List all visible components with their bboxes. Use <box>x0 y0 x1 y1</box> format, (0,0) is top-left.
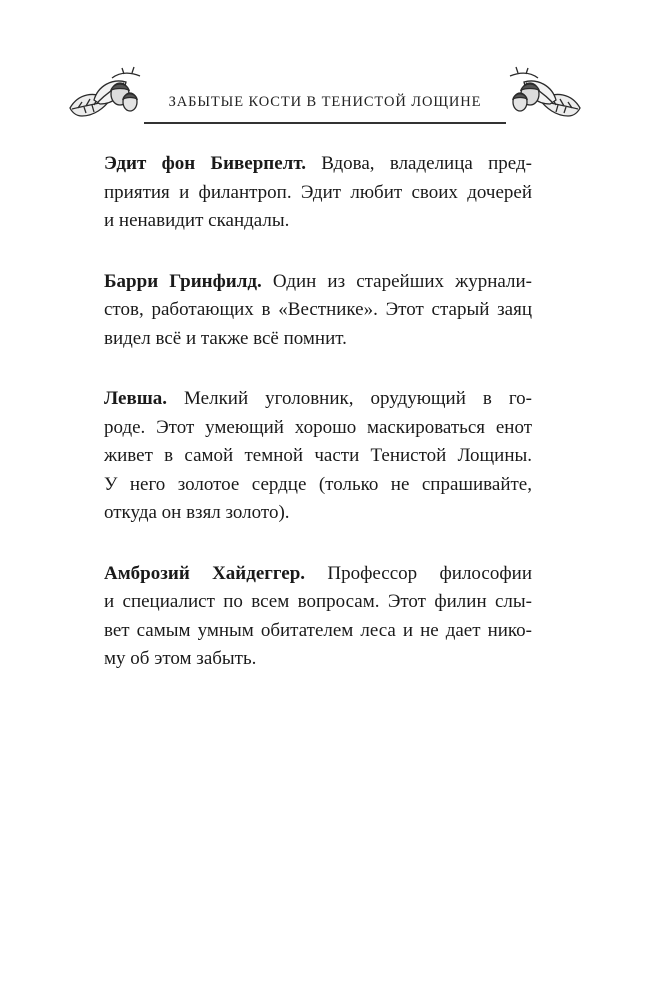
character-name: Левша. <box>104 388 168 409</box>
character-list <box>104 150 532 706</box>
text-line: и ненавидит скандалы. <box>104 210 290 231</box>
text-line: Амброзий Хайдеггер. Профессор философии <box>104 562 532 584</box>
oak-leaf-acorn-icon <box>504 64 586 128</box>
character-name: Барри Гринфилд. <box>104 270 262 292</box>
text-line: вет самым умным обитателем леса и не дает нико- <box>104 619 532 641</box>
character-entry <box>104 268 532 354</box>
text-line: роде. Этот умеющий хорошо маскироваться енот <box>104 416 532 438</box>
text-line: Барри Гринфилд. Один из старейших журнали- <box>104 270 532 292</box>
text-line: Левша. Мелкий уголовник, орудующий в го- <box>104 388 532 409</box>
text-line: стов, работающих в «Вестнике». Этот старый заяц <box>104 299 532 320</box>
character-entry <box>104 385 532 528</box>
character-name: Эдит фон Биверпелт. <box>104 153 306 174</box>
character-name: Амброзий Хайдеггер. <box>104 562 306 584</box>
text-line: и специалист по всем вопросам. Этот филин слы- <box>104 591 532 612</box>
text-line: живет в самой темной части Тенистой Лощины. <box>104 445 532 466</box>
header-rule <box>144 122 506 124</box>
character-entry <box>104 560 532 674</box>
text-line: У него золотое сердце (только не спрашивайте, <box>104 473 532 495</box>
text-line: му об этом забыть. <box>104 648 257 669</box>
text-line: Эдит фон Биверпелт. Вдова, владелица пред- <box>104 153 532 174</box>
oak-leaf-acorn-icon <box>64 64 146 128</box>
text-line: видел всё и также всё помнит. <box>104 327 347 349</box>
character-entry <box>104 150 532 236</box>
text-line: откуда он взял золото). <box>104 502 290 523</box>
page-header <box>64 64 586 128</box>
running-title: ЗАБЫТЫЕ КОСТИ В ТЕНИСТОЙ ЛОЩИНЕ <box>168 94 482 110</box>
text-line: приятия и филантроп. Эдит любит своих дочерей <box>104 181 532 203</box>
